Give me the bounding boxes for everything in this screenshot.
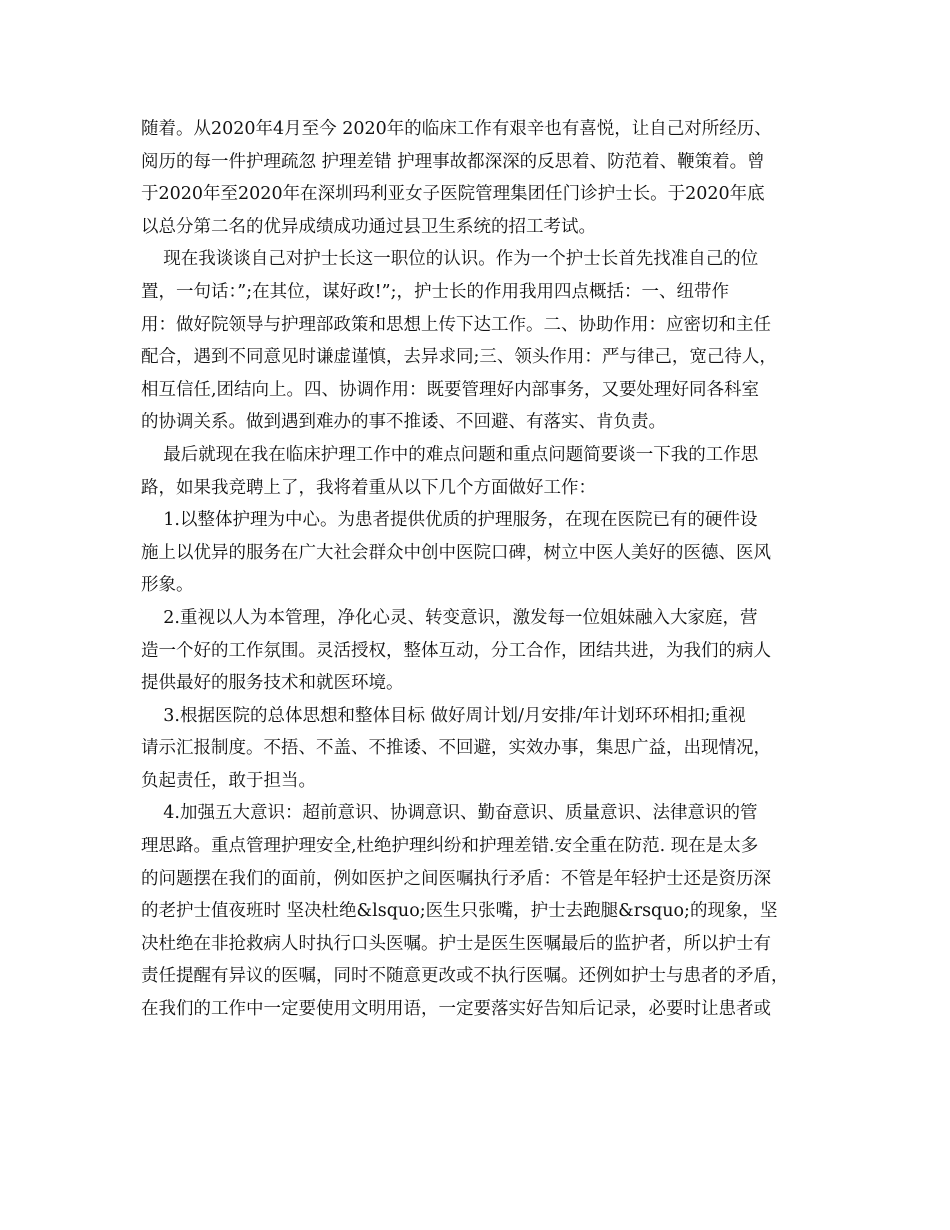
text-line: 阅历的每一件护理疏忽 护理差错 护理事故都深深的反思着、防范着、鞭策着。曾 — [141, 151, 765, 172]
text-line: 用：做好院领导与护理部政策和思想上传下达工作。二、协助作用：应密切和主任 — [141, 314, 771, 335]
text-line: 4.加强五大意识：超前意识、协调意识、勤奋意识、质量意识、法律意识的管 — [141, 803, 758, 824]
text-line: 以总分第二名的优异成绩成功通过县卫生系统的招工考试。 — [141, 216, 596, 237]
text-line: 最后就现在我在临床护理工作中的难点问题和重点问题简要谈一下我的工作思 — [141, 444, 759, 465]
text-line: 在我们的工作中一定要使用文明用语，一定要落实好告知后记录，必要时让患者或 — [141, 999, 771, 1020]
text-line: 路，如果我竞聘上了，我将着重从以下几个方面做好工作： — [141, 477, 596, 498]
document-body — [141, 113, 831, 1026]
text-line: 决杜绝在非抢救病人时执行口头医嘱。护士是医生医嘱最后的监护者，所以护士有 — [141, 933, 771, 954]
text-line: 置，一句话：”;在其位，谋好政!”;，护士长的作用我用四点概括：一、纽带作 — [141, 281, 729, 302]
text-line: 理思路。重点管理护理安全,杜绝护理纠纷和护理差错.安全重在防范. 现在是太多 — [141, 836, 759, 857]
text-line: 提供最好的服务技术和就医环境。 — [141, 673, 404, 694]
text-line: 相互信任,团结向上。四、协调作用：既要管理好内部事务，又要处理好同各科室 — [141, 379, 760, 400]
text-line: 3.根据医院的总体思想和整体目标 做好周计划/月安排/年计划环环相扣;重视 — [141, 705, 746, 726]
text-line: 1.以整体护理为中心。为患者提供优质的护理服务，在现在医院已有的硬件设 — [141, 510, 758, 531]
text-line: 的老护士值夜班时 坚决杜绝&lsquo;医生只张嘴，护士去跑腿&rsquo;的现象，坚 — [141, 901, 778, 922]
text-line: 形象。 — [141, 575, 194, 596]
text-line: 于2020年至2020年在深圳玛利亚女子医院管理集团任门诊护士长。于2020年底 — [141, 184, 765, 205]
text-line: 负起责任，敢于担当。 — [141, 770, 316, 791]
text-line: 请示汇报制度。不捂、不盖、不推诿、不回避，实效办事，集思广益，出现情况， — [141, 738, 771, 759]
text-line: 2.重视以人为本管理，净化心灵、转变意识，激发每一位姐妹融入大家庭，营 — [141, 607, 758, 628]
text-line: 施上以优异的服务在广大社会群众中创中医院口碑，树立中医人美好的医德、医风 — [141, 542, 771, 563]
text-line: 现在我谈谈自己对护士长这一职位的认识。作为一个护士长首先找准自己的位 — [141, 249, 759, 270]
text-line: 配合，遇到不同意见时谦虚谨慎，去异求同;三、领头作用：严与律己，宽己待人， — [141, 347, 777, 368]
text-line: 的问题摆在我们的面前，例如医护之间医嘱执行矛盾：不管是年轻护士还是资历深 — [141, 868, 771, 889]
text-line: 责任提醒有异议的医嘱，同时不随意更改或不执行医嘱。还例如护士与患者的矛盾， — [141, 966, 789, 987]
text-line: 随着。从2020年4月至今 2020年的临床工作有艰辛也有喜悦，让自己对所经历、 — [141, 119, 772, 139]
text-line: 的协调关系。做到遇到难办的事不推诿、不回避、有落实、肯负责。 — [141, 412, 666, 433]
text-line: 造一个好的工作氛围。灵活授权，整体互动，分工合作，团结共进，为我们的病人 — [141, 640, 771, 661]
